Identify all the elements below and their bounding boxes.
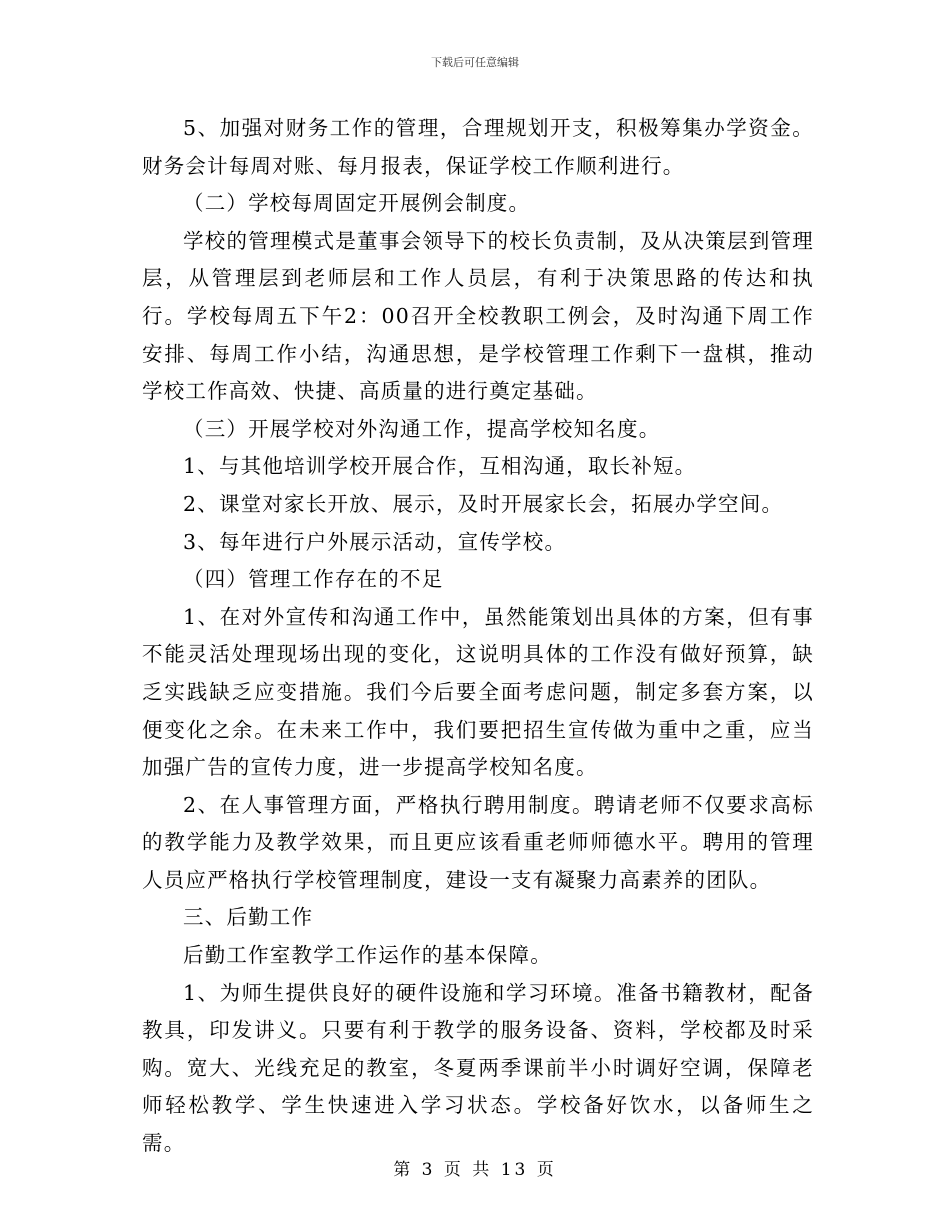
paragraph-management-model: 学校的管理模式是董事会领导下的校长负责制，及从决策层到管理层，从管理层到老师层和工作人员层，有利于决策思路的传达和执行。学校每周五下午2：00召开全校教职工例会，及时沟通下周工作安排、每周工作小结，沟通思想，是学校管理工作剩下一盘棋，推动学校工作高效、快捷、高质量的进行奠定基础。 bbox=[142, 228, 814, 404]
paragraph-personnel-management: 2、在人事管理方面，严格执行聘用制度。聘请老师不仅要求高标的教学能力及教学效果，而且更应该看重老师师德水平。聘用的管理人员应严格执行学校管理制度，建设一支有凝聚力高素养的团队。 bbox=[142, 792, 814, 892]
document-body bbox=[142, 110, 814, 1163]
section-heading-shortcomings: （四）管理工作存在的不足 bbox=[183, 567, 444, 592]
paragraph-logistics-intro: 后勤工作室教学工作运作的基本保障。 bbox=[183, 943, 552, 968]
list-item-open-classroom: 2、课堂对家长开放、展示，及时开展家长会，拓展办学空间。 bbox=[183, 491, 784, 516]
page-footer: 第 3 页 共 13 页 bbox=[393, 1160, 557, 1180]
paragraph-facilities: 1、为师生提供良好的硬件设施和学习环境。准备书籍教材，配备教具，印发讲义。只要有利于教学的服务设备、资料，学校都及时采购。宽大、光线充足的教室，冬夏两季课前半小时调好空调，保障老师轻松教学、学生快速进入学习状态。学校备好饮水，以备师生之需。 bbox=[142, 980, 814, 1156]
page-header: 下载后可任意编辑 bbox=[431, 56, 519, 69]
list-item-outdoor-activity: 3、每年进行户外展示活动，宣传学校。 bbox=[183, 529, 567, 554]
section-heading-outreach: （三）开展学校对外沟通工作，提高学校知名度。 bbox=[183, 416, 661, 441]
paragraph-finance: 5、加强对财务工作的管理，合理规划开支，积极筹集办学资金。财务会计每周对账、每月报表，保证学校工作顺利进行。 bbox=[142, 116, 814, 178]
list-item-cooperation: 1、与其他培训学校开展合作，互相沟通，取长补短。 bbox=[183, 454, 697, 479]
section-heading-meetings: （二）学校每周固定开展例会制度。 bbox=[183, 191, 531, 216]
section-heading-logistics: 三、后勤工作 bbox=[183, 905, 314, 930]
paragraph-publicity-shortcoming: 1、在对外宣传和沟通工作中，虽然能策划出具体的方案，但有事不能灵活处理现场出现的变化，这说明具体的工作没有做好预算，缺乏实践缺乏应变措施。我们今后要全面考虑问题，制定多套方案，以便变化之余。在未来工作中，我们要把招生宣传做为重中之重，应当加强广告的宣传力度，进一步提高学校知名度。 bbox=[142, 604, 814, 780]
